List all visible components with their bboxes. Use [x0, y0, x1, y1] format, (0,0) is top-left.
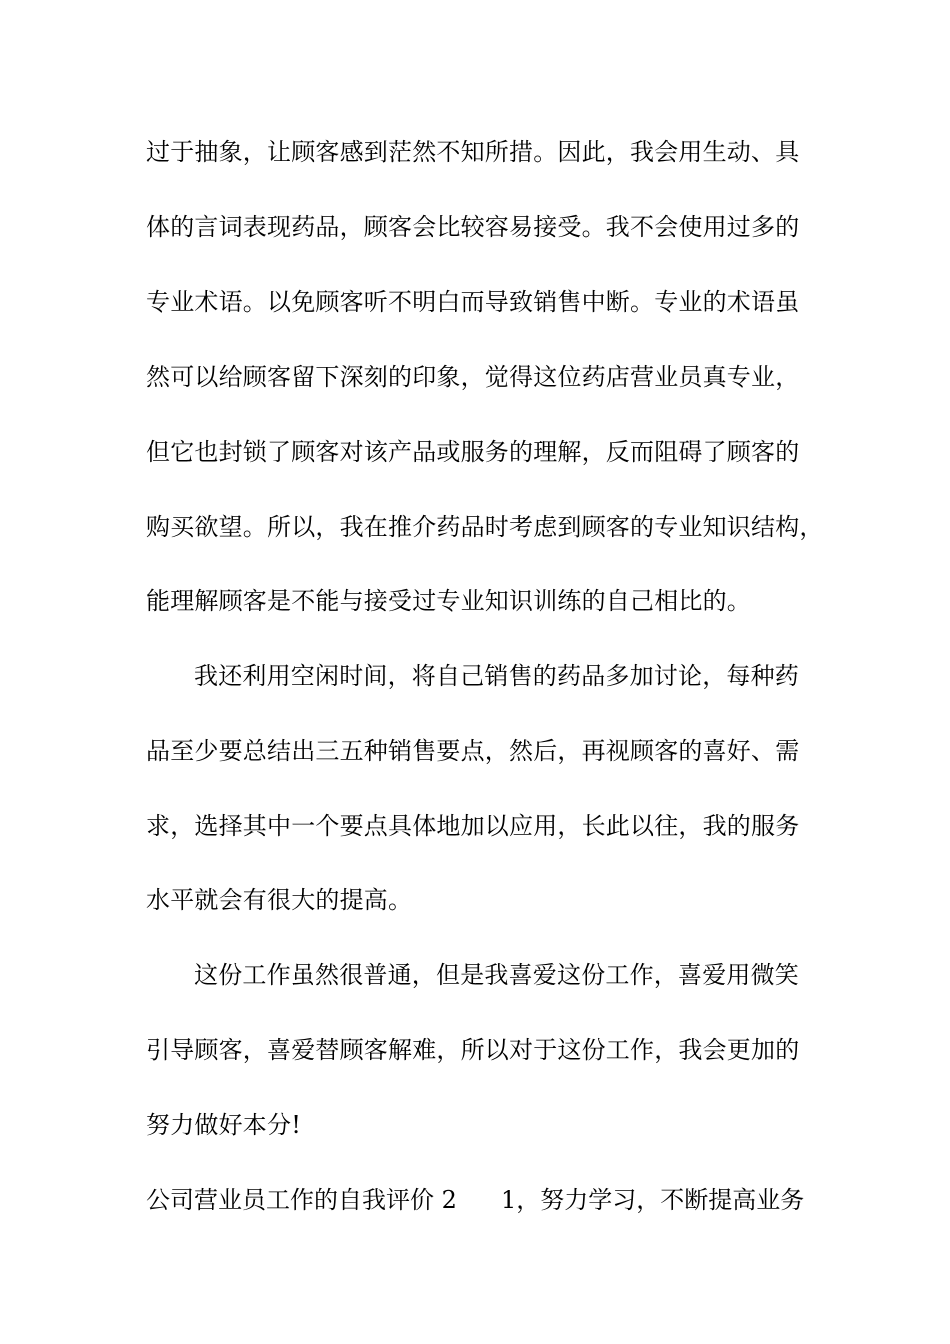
paragraph-line: 我还利用空闲时间，将自己销售的药品多加讨论，每种药 [194, 662, 799, 690]
paragraph-line: 然可以给顾客留下深刻的印象，觉得这位药店营业员真专业， [146, 363, 800, 391]
paragraph-line: 购买欲望。所以，我在推介药品时考虑到顾客的专业知识结构， [146, 513, 824, 541]
paragraph-line: 品至少要总结出三五种销售要点，然后，再视顾客的喜好、需 [146, 737, 800, 765]
section-heading: 公司营业员工作的自我评价 2 [146, 1186, 457, 1214]
paragraph-line: 求，选择其中一个要点具体地加以应用，长此以往，我的服务 [146, 812, 800, 840]
paragraph-line: 专业术语。以免顾客听不明白而导致销售中断。专业的术语虽 [146, 288, 800, 316]
paragraph-line: 过于抽象，让顾客感到茫然不知所措。因此，我会用生动、具 [146, 138, 800, 166]
paragraph-line: 体的言词表现药品，顾客会比较容易接受。我不会使用过多的 [146, 213, 800, 241]
paragraph-line: 但它也封锁了顾客对该产品或服务的理解，反而阻碍了顾客的 [146, 438, 800, 466]
paragraph-line: 引导顾客，喜爱替顾客解难，所以对于这份工作，我会更加的 [146, 1036, 800, 1064]
paragraph-line: 努力做好本分! [146, 1111, 302, 1139]
paragraph-line: 能理解顾客是不能与接受过专业知识训练的自己相比的。 [146, 587, 751, 615]
paragraph-line: 水平就会有很大的提高。 [146, 886, 413, 914]
section-heading-row [146, 1185, 836, 1215]
paragraph-line: 这份工作虽然很普通，但是我喜爱这份工作，喜爱用微笑 [194, 961, 799, 989]
section-first-line: 1，努力学习，不断提高业务 [501, 1186, 805, 1214]
